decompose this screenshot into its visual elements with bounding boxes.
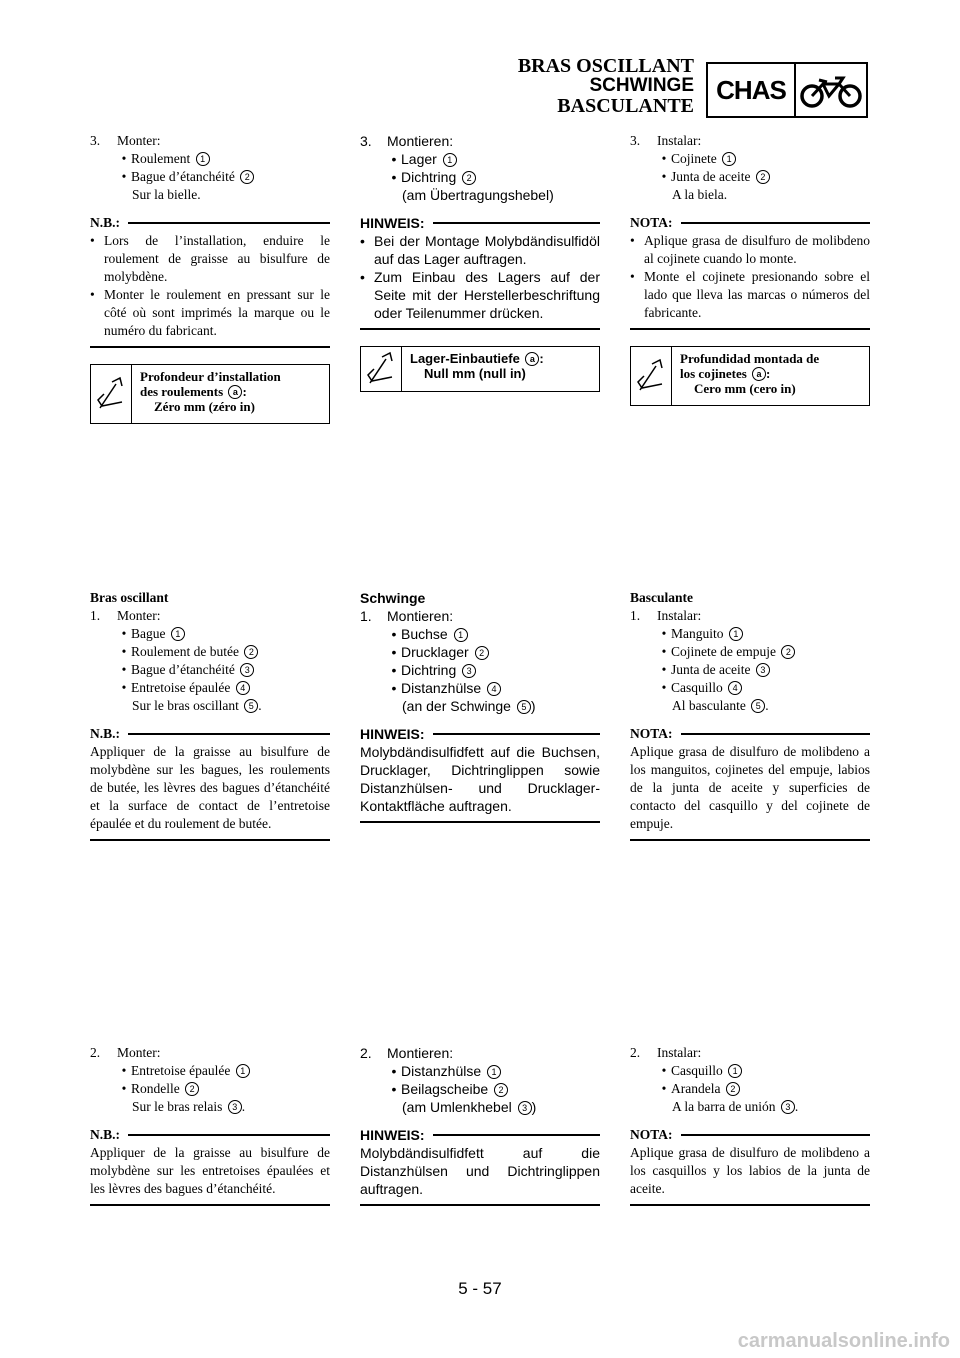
- ref-marker: 2: [781, 645, 795, 659]
- list-item: Bague d’étanchéité: [131, 662, 235, 677]
- step-verb: Montieren:: [387, 133, 454, 149]
- step-verb: Monter:: [117, 1045, 161, 1060]
- note-text: Bei der Montage Molybdändisulfidöl auf das Lager auftragen.: [374, 233, 600, 267]
- note-text: Monter le roulement en pressant sur le côté où sont imprimés la marque ou le numéro du fabricant.: [104, 287, 330, 338]
- note-label: HINWEIS:: [360, 1127, 425, 1143]
- ref-marker: 1: [729, 627, 743, 641]
- install-location: Sur le bras relais: [132, 1099, 223, 1114]
- ref-marker: 2: [494, 1083, 508, 1097]
- spec-label: Lager-Einbautiefe: [410, 351, 520, 366]
- list-item: Casquillo: [671, 1063, 723, 1078]
- ref-marker: 3: [756, 663, 770, 677]
- ref-marker: 3: [462, 664, 476, 678]
- list-item: Roulement de butée: [131, 644, 239, 659]
- list-item: Bague: [131, 626, 166, 641]
- ref-marker: 1: [454, 628, 468, 642]
- step-verb: Montieren:: [387, 1045, 454, 1061]
- list-item: Dichtring: [401, 662, 457, 678]
- spec-label: Profundidad montada de: [680, 351, 820, 366]
- section-code: CHAS: [708, 64, 796, 116]
- fr-step2: 2. Monter: • Entretoise épaulée 1 • Rondelle 2 Sur le bras relais 3 . N.B.: Appliquer de la graisse au bisulfure de molybdène sur les entretoises épaulées et les lèvres des bagues d’étanchéité.: [90, 1044, 330, 1206]
- note-text: Molybdändisulfidfett auf die Distanzhülsen und Dichtringlippen auftragen.: [360, 1145, 600, 1197]
- section-title: Schwinge: [360, 590, 426, 606]
- note-text: Appliquer de la graisse au bisulfure de molybdène sur les bagues, les roulements de butée, les lèvres des bagues d’étanchéité et la surface de contact de l’entretoise épaulée et du roulement de butée.: [90, 744, 330, 831]
- ref-marker: 2: [240, 170, 254, 184]
- ref-marker: a: [752, 367, 766, 381]
- note-text: Molybdändisulfidfett auf die Buchsen, Drucklager, Dichtringlippen sowie Distanzhülsen- und Drucklager-Kontaktfläche auftragen.: [360, 744, 600, 814]
- list-item: Entretoise épaulée: [131, 680, 231, 695]
- ref-marker: 3: [781, 1100, 795, 1114]
- step-verb: Monter:: [117, 133, 161, 148]
- ref-marker: 5: [751, 699, 765, 713]
- install-location: Al basculante: [672, 698, 746, 713]
- install-location: Sur le bras oscillant: [132, 698, 239, 713]
- install-location: Sur la bielle.: [132, 187, 201, 202]
- install-location: A la biela.: [672, 187, 728, 202]
- ref-marker: 4: [728, 681, 742, 695]
- install-location: (am Umlenkhebel: [402, 1099, 512, 1115]
- list-item: Bague d’étanchéité: [131, 169, 235, 184]
- ref-marker: 4: [487, 682, 501, 696]
- spec-label: Profondeur d’installation: [140, 369, 281, 384]
- ref-marker: 1: [487, 1065, 501, 1079]
- note-text: Monte el cojinete presionando sobre el lado que lleva las marcas o números del fabricante.: [644, 269, 870, 320]
- ref-marker: 1: [196, 152, 210, 166]
- list-item: Lager: [401, 151, 437, 167]
- page-number: 5 - 57: [458, 1279, 502, 1298]
- step-number: 1.: [360, 608, 372, 624]
- ref-marker: 2: [756, 170, 770, 184]
- list-item: Rondelle: [131, 1081, 180, 1096]
- note-label: HINWEIS:: [360, 215, 425, 231]
- spec-box: Profondeur d’installation des roulements a : Zéro mm (zéro in): [90, 364, 330, 424]
- ref-marker: 1: [171, 627, 185, 641]
- ref-marker: 3: [518, 1101, 532, 1115]
- list-item: Junta de aceite: [671, 169, 751, 184]
- list-item: Drucklager: [401, 644, 469, 660]
- step-number: 3.: [630, 133, 641, 148]
- es-swingarm: Basculante 1. Instalar: • Manguito 1 • Cojinete de empuje 2 • Junta de aceite 3 • Casquillo 4 Al basculante 5 . NOTA: Aplique grasa de disulfuro de molibdeno a los manguitos, cojinetes del empuje, labios de la junta de aceite y superficies de contacto del casquillo y del cojinete de empuje.: [630, 589, 870, 841]
- step-number: 2.: [630, 1045, 641, 1060]
- note-label: NOTA:: [630, 215, 673, 230]
- spec-box: Profundidad montada de los cojinetes a : Cero mm (cero in): [630, 346, 870, 406]
- step-verb: Instalar:: [657, 1045, 702, 1060]
- list-item: Distanzhülse: [401, 1063, 482, 1079]
- ref-marker: 2: [726, 1082, 740, 1096]
- note-label: NOTA:: [630, 1127, 673, 1142]
- ref-marker: 1: [443, 153, 457, 167]
- ref-marker: a: [525, 352, 539, 366]
- ref-marker: a: [228, 385, 242, 399]
- list-item: Cojinete de empuje: [671, 644, 776, 659]
- fr-swingarm: Bras oscillant 1. Monter: • Bague 1 • Roulement de butée 2 • Bague d’étanchéité 3 • Entretoise épaulée 4 Sur le bras oscillant 5 . N.B.: Appliquer de la graisse au bisulfure de molybdène sur les bagues, les roulements de butée, les lèvres des bagues d’étanchéité et la surface de contact de l’entretoise épaulée et du roulement de butée.: [90, 589, 330, 841]
- note-label: N.B.:: [90, 215, 120, 230]
- spec-label: los cojinetes: [680, 366, 747, 381]
- spec-value: Zéro mm (zéro in): [154, 399, 255, 414]
- spec-box: Lager-Einbautiefe a : Null mm (null in): [360, 346, 600, 392]
- ref-marker: 1: [236, 1064, 250, 1078]
- list-item: Arandela: [671, 1081, 721, 1096]
- title-es: BASCULANTE: [557, 95, 694, 117]
- ref-marker: 3: [240, 663, 254, 677]
- wrench-icon: [91, 365, 132, 423]
- install-location: A la barra de unión: [672, 1099, 776, 1114]
- ref-marker: 5: [244, 699, 258, 713]
- ref-marker: 2: [462, 171, 476, 185]
- list-item: Dichtring: [401, 169, 457, 185]
- install-location: (an der Schwinge: [402, 698, 511, 714]
- ref-marker: 1: [722, 152, 736, 166]
- title-fr: BRAS OSCILLANT: [517, 55, 694, 77]
- step-number: 2.: [90, 1045, 101, 1060]
- note-text: Aplique grasa de disulfuro de molibdeno al cojinete cuando lo monte.: [644, 233, 870, 266]
- note-label: NOTA:: [630, 726, 673, 741]
- step-verb: Monter:: [117, 608, 161, 623]
- de-step2: 2. Montieren: • Distanzhülse 1 • Beilagscheibe 2 (am Umlenkhebel 3 ) HINWEIS: Molybdändisulfidfett auf die Distanzhülsen und Dichtringlippen auftragen.: [360, 1044, 600, 1206]
- step-verb: Instalar:: [657, 133, 702, 148]
- list-item: Manguito: [671, 626, 724, 641]
- wrench-icon: [631, 347, 672, 405]
- step-number: 3.: [360, 133, 372, 149]
- de-swingarm: Schwinge 1. Montieren: • Buchse 1 • Drucklager 2 • Dichtring 3 • Distanzhülse 4 (an der Schwinge 5 ) HINWEIS: Molybdändisulfidfett auf die Buchsen, Drucklager, Dichtringlippen sowie Distanzhülsen- und Drucklager-Kontaktfläche auftragen.: [360, 589, 600, 823]
- step-verb: Instalar:: [657, 608, 702, 623]
- section-title: Bras oscillant: [90, 590, 169, 605]
- ref-marker: 2: [185, 1082, 199, 1096]
- note-text: Zum Einbau des Lagers auf der Seite mit der Herstellerbeschriftung oder Teilenummer drücken.: [374, 269, 600, 321]
- title-de: SCHWINGE: [589, 75, 694, 96]
- note-text: Lors de l’installation, enduire le roulement de graisse au bisulfure de molybdène.: [104, 233, 330, 284]
- note-label: N.B.:: [90, 726, 120, 741]
- spec-value: Null mm (null in): [424, 366, 526, 381]
- step-number: 1.: [90, 608, 101, 623]
- motorcycle-icon: [796, 64, 866, 116]
- install-location: (am Übertragungshebel): [402, 187, 554, 203]
- ref-marker: 2: [244, 645, 258, 659]
- fr-step3: 3. Monter: • Roulement 1 • Bague d’étanchéité 2 Sur la bielle. N.B.: • Lors de l’installation, enduire le roulement de graisse au bisulfure de molybdène. • Monter le roulement en pressant sur le côté où sont imprimés la marque ou le numéro du fabricant. Profondeur d’installation des roulements a : Zéro mm (zéro in): [90, 132, 330, 424]
- ref-marker: 3: [228, 1100, 242, 1114]
- spec-label: des roulements: [140, 384, 224, 399]
- section-tab: [706, 62, 868, 118]
- watermark: carmanualsonline.info: [737, 1330, 950, 1352]
- es-step3: 3. Instalar: • Cojinete 1 • Junta de aceite 2 A la biela. NOTA: • Aplique grasa de disulfuro de molibdeno al cojinete cuando lo monte. • Monte el cojinete presionando sobre el lado que lleva las marcas o números del fabricante. Profundidad montada de los cojinetes a : Cero mm (cero in): [630, 132, 870, 406]
- step-number: 3.: [90, 133, 101, 148]
- note-label: HINWEIS:: [360, 726, 425, 742]
- wrench-icon: [361, 347, 402, 391]
- note-text: Appliquer de la graisse au bisulfure de molybdène sur les entretoises épaulées et les lèvres des bagues d’étanchéité.: [90, 1145, 330, 1196]
- ref-marker: 1: [728, 1064, 742, 1078]
- list-item: Beilagscheibe: [401, 1081, 489, 1097]
- de-step3: 3. Montieren: • Lager 1 • Dichtring 2 (am Übertragungshebel) HINWEIS: • Bei der Montage Molybdändisulfidöl auf das Lager auftragen. • Zum Einbau des Lagers auf der Seite mit der Herstellerbeschriftung oder Teilenummer drücken. Lager-Einbautiefe a : Null mm (null in): [360, 132, 600, 392]
- spec-value: Cero mm (cero in): [694, 381, 796, 396]
- list-item: Distanzhülse: [401, 680, 482, 696]
- note-label: N.B.:: [90, 1127, 120, 1142]
- section-title: Basculante: [630, 590, 694, 605]
- list-item: Casquillo: [671, 680, 723, 695]
- list-item: Entretoise épaulée: [131, 1063, 231, 1078]
- step-number: 2.: [360, 1045, 372, 1061]
- list-item: Buchse: [401, 626, 448, 642]
- list-item: Cojinete: [671, 151, 717, 166]
- page-header-titles: [518, 56, 694, 116]
- ref-marker: 5: [517, 700, 531, 714]
- list-item: Roulement: [131, 151, 191, 166]
- step-number: 1.: [630, 608, 641, 623]
- note-text: Aplique grasa de disulfuro de molibdeno a los casquillos y los labios de la junta de aceite.: [630, 1145, 870, 1196]
- ref-marker: 4: [236, 681, 250, 695]
- ref-marker: 2: [475, 646, 489, 660]
- step-verb: Montieren:: [387, 608, 454, 624]
- es-step2: 2. Instalar: • Casquillo 1 • Arandela 2 A la barra de unión 3 . NOTA: Aplique grasa de disulfuro de molibdeno a los casquillos y los labios de la junta de aceite.: [630, 1044, 870, 1206]
- list-item: Junta de aceite: [671, 662, 751, 677]
- note-text: Aplique grasa de disulfuro de molibdeno a los manguitos, cojinetes del empuje, labios de la junta de aceite y superficies de contacto del casquillo y del cojinete de empuje.: [630, 744, 870, 831]
